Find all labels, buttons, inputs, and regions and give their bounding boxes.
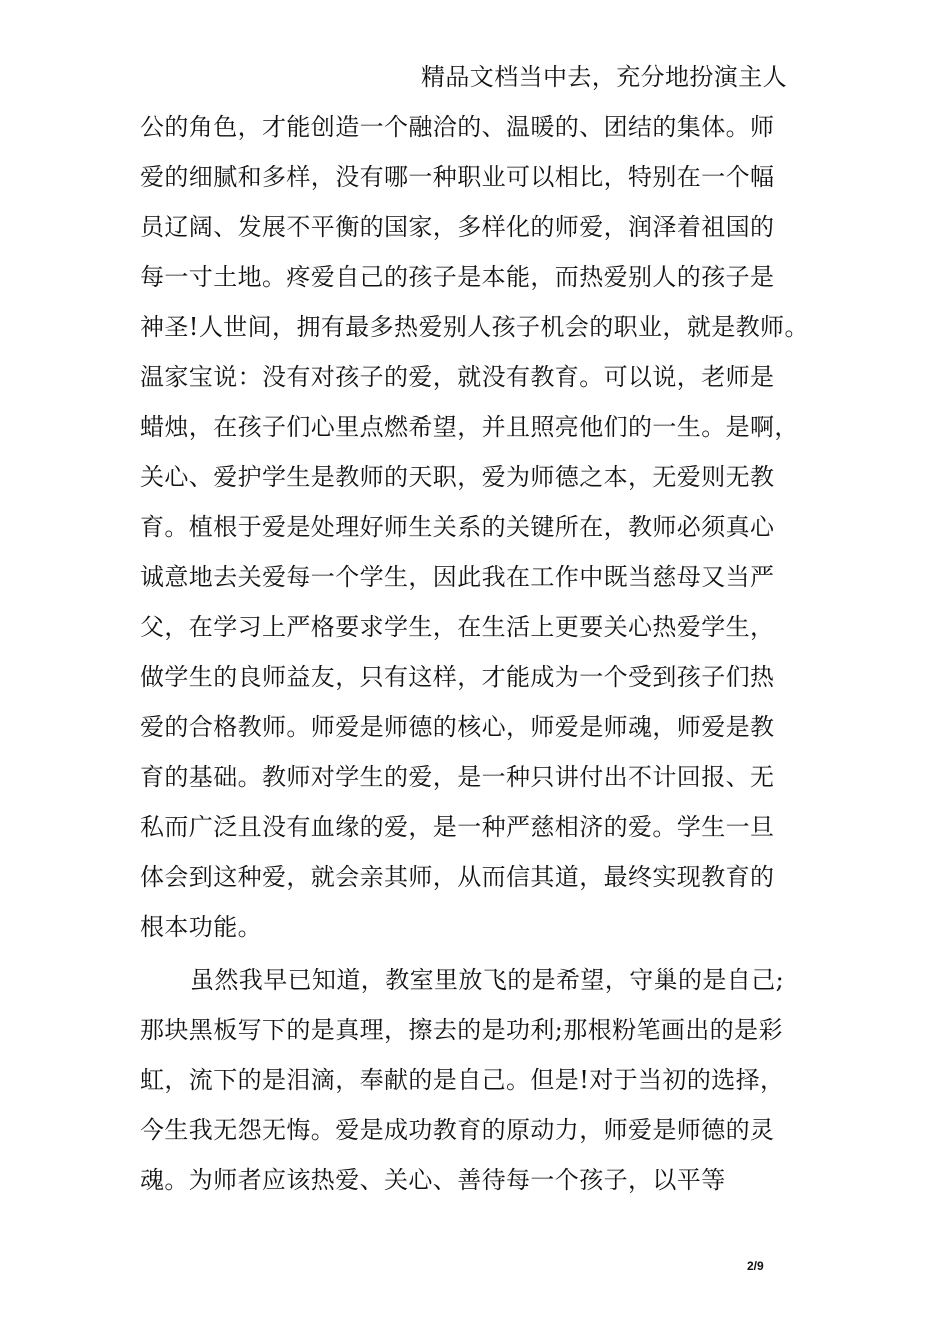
text-line: 每一寸土地。疼爱自己的孩子是本能，而热爱别人的孩子是 xyxy=(140,263,775,291)
text-line: 员辽阔、发展不平衡的国家，多样化的师爱，润泽着祖国的 xyxy=(140,213,775,241)
text-line: 精品文档当中去，充分地扮演主人 xyxy=(421,63,787,91)
text-line: 蜡烛，在孩子们心里点燃希望，并且照亮他们的一生。是啊， xyxy=(140,413,799,441)
text-line: 爱的合格教师。师爱是师德的核心，师爱是师魂，师爱是教 xyxy=(140,713,775,741)
paragraph-first-line: 虽然我早已知道，教室里放飞的是希望，守巢的是自己; xyxy=(190,966,785,994)
text-line: 虹，流下的是泪滴，奉献的是自己。但是!对于当初的选择， xyxy=(140,1066,785,1094)
text-line: 体会到这种爱，就会亲其师，从而信其道，最终实现教育的 xyxy=(140,863,775,891)
page-number: 2/9 xyxy=(747,1259,764,1273)
text-line: 育。植根于爱是处理好师生关系的关键所在，教师必须真心 xyxy=(140,513,775,541)
text-line: 那块黑板写下的是真理，擦去的是功利;那根粉笔画出的是彩 xyxy=(140,1016,783,1044)
text-line: 公的角色，才能创造一个融洽的、温暖的、团结的集体。师 xyxy=(140,113,775,141)
text-line: 魂。为师者应该热爱、关心、善待每一个孩子，以平等 xyxy=(140,1166,726,1194)
text-line: 做学生的良师益友，只有这样，才能成为一个受到孩子们热 xyxy=(140,663,775,691)
text-line: 爱的细腻和多样，没有哪一种职业可以相比，特别在一个幅 xyxy=(140,163,775,191)
text-line: 神圣!人世间，拥有最多热爱别人孩子机会的职业，就是教师。 xyxy=(140,313,809,341)
text-line: 私而广泛且没有血缘的爱，是一种严慈相济的爱。学生一旦 xyxy=(140,813,775,841)
text-line: 育的基础。教师对学生的爱，是一种只讲付出不计回报、无 xyxy=(140,763,775,791)
text-line: 诚意地去关爱每一个学生，因此我在工作中既当慈母又当严 xyxy=(140,563,775,591)
text-line: 根本功能。 xyxy=(140,913,262,941)
text-line: 关心、爱护学生是教师的天职，爱为师德之本，无爱则无教 xyxy=(140,463,775,491)
text-line: 父，在学习上严格要求学生，在生活上更要关心热爱学生， xyxy=(140,613,775,641)
text-line: 温家宝说：没有对孩子的爱，就没有教育。可以说，老师是 xyxy=(140,363,775,391)
text-line: 今生我无怨无悔。爱是成功教育的原动力，师爱是师德的灵 xyxy=(140,1116,775,1144)
